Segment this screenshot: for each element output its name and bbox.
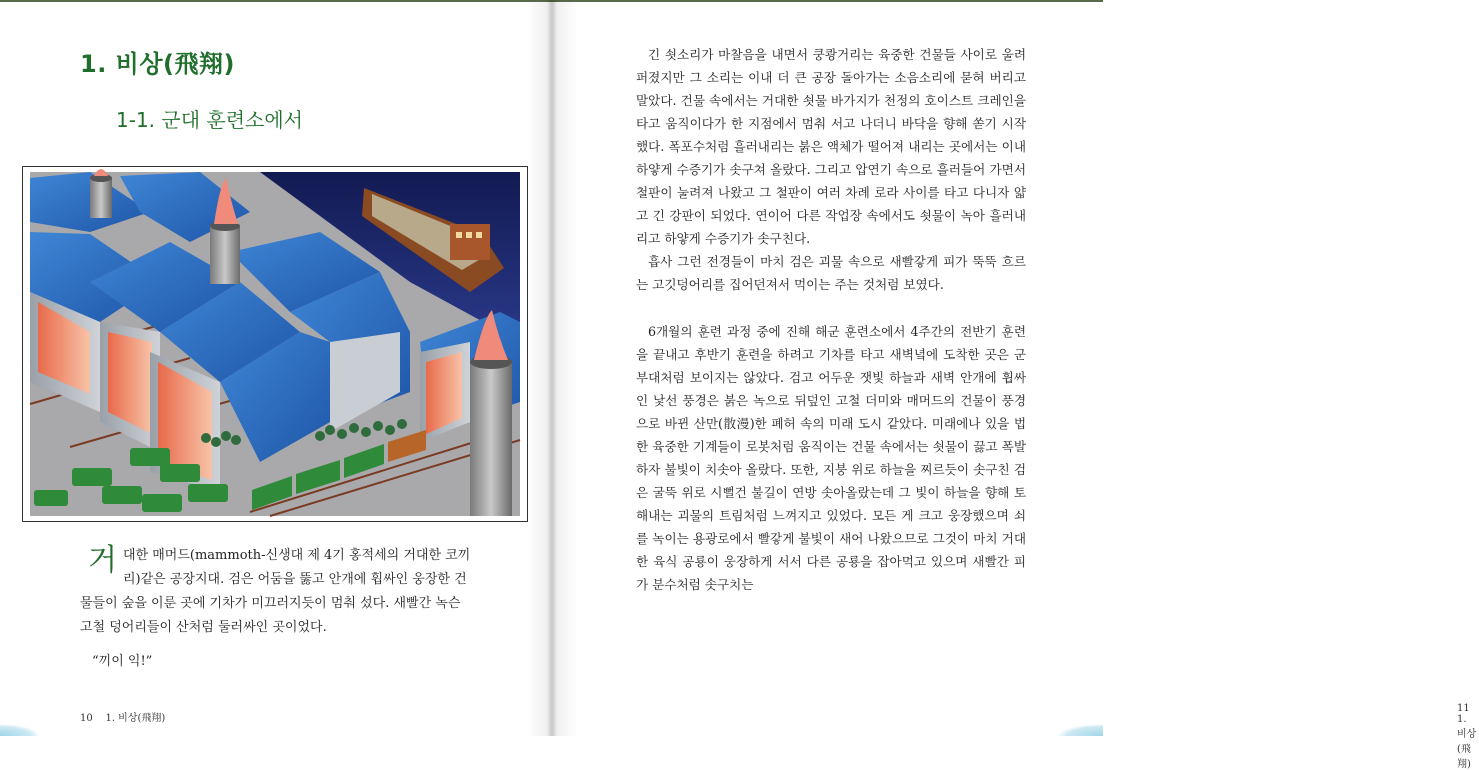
page-number: 10	[80, 713, 93, 724]
right-folio	[1457, 703, 1479, 770]
chapter-title: 1. 비상(飛翔)	[80, 50, 235, 78]
opening-paragraph-text: 대한 매머드(mammoth-신생대 제 4기 홍적세의 거대한 코끼리)같은 공장지대. 검은 어둠을 뚫고 안개에 휩싸인 웅장한 건물들이 숲을 이룬 곳에 기차가 미끄러지듯이 멈춰 섰다. 새빨간 녹슨 고철 덩어리들이 산처럼 둘러싸인 곳이었다.	[80, 548, 471, 635]
page-number: 11	[1457, 703, 1470, 714]
corner-decoration	[1057, 724, 1103, 736]
corner-decoration	[0, 724, 40, 736]
body-paragraph: 긴 쇳소리가 마찰음을 내면서 쿵쾅거리는 육중한 건물들 사이로 울려 퍼졌지만 그 소리는 이내 더 큰 공장 돌아가는 소음소리에 묻혀 버리고 말았다. 건물 속에서는 거대한 쇳물 바가지가 천정의 호이스트 크레인을 타고 움직이다가 한 지점에서 멈춰 서고 나더니 바닥을 향해 쏟기 시작했다. 폭포수처럼 흘러내리는 붉은 액체가 떨어져 내리는 곳에서는 이내 하얗게 수증기가 솟구쳐 올랐다. 그리고 압연기 속으로 흘러들어 가면서 철판이 눌려져 나왔고 그 철판이 여러 차례 로라 사이를 타고 다니자 얇고 긴 강판이 되었다. 연이어 다른 작업장 속에서도 쇳물이 녹아 흘러내리고 하얗게 수증기가 솟구친다.	[636, 47, 1026, 246]
left-folio	[80, 709, 165, 724]
dropcap: 거	[88, 543, 117, 578]
running-header: 1. 비상(飛翔)	[105, 713, 166, 724]
body-paragraph: 흡사 그런 전경들이 마치 검은 괴물 속으로 새빨갛게 피가 뚝뚝 흐르는 고깃덩어리를 집어던져서 먹이는 주는 것처럼 보였다.	[636, 254, 1026, 292]
section-title: 1-1. 군대 훈련소에서	[116, 108, 303, 132]
running-header: 1. 비상(飛翔)	[1457, 714, 1477, 770]
body-paragraph: 6개월의 훈련 과정 중에 진해 해군 훈련소에서 4주간의 전반기 훈련을 끝내고 후반기 훈련을 하려고 기차를 타고 새벽녘에 도착한 곳은 군부대처럼 보이지는 않았다. 검고 어두운 잿빛 하늘과 새벽 안개에 휩싸인 낯선 풍경은 붉은 녹으로 뒤덮인 고철 더미와 매머드의 건물이 풍경으로 바뀐 산만(散漫)한 폐허 속의 미래 도시 같았다. 미래에나 있을 법한 육중한 기계들이 로봇처럼 움직이는 건물 속에서는 쇳물이 끓고 폭발하자 불빛이 치솟아 올랐다. 또한, 지붕 위로 하늘을 찌르듯이 솟구친 검은 굴뚝 위로 시뻘건 불길이 연방 솟아올랐는데 그 빛이 하늘을 향해 토해내는 괴물의 트림처럼 느껴지고 있었다. 모든 게 크고 웅장했으며 쇠를 녹이는 용광로에서 빨갛게 불빛이 새어 나왔으므로 그것이 마치 거대한 육식 공룡이 웅장하게 서서 다른 공룡을 잡아먹고 있으며 새빨간 피가 분수처럼 솟구치는	[636, 324, 1026, 592]
opening-paragraph	[80, 544, 472, 640]
exclamation: “끼이 익!”	[92, 654, 153, 669]
factory-illustration	[22, 166, 528, 522]
left-page	[0, 0, 551, 736]
factory-illustration-svg	[30, 172, 520, 516]
right-page-body	[636, 43, 1026, 596]
